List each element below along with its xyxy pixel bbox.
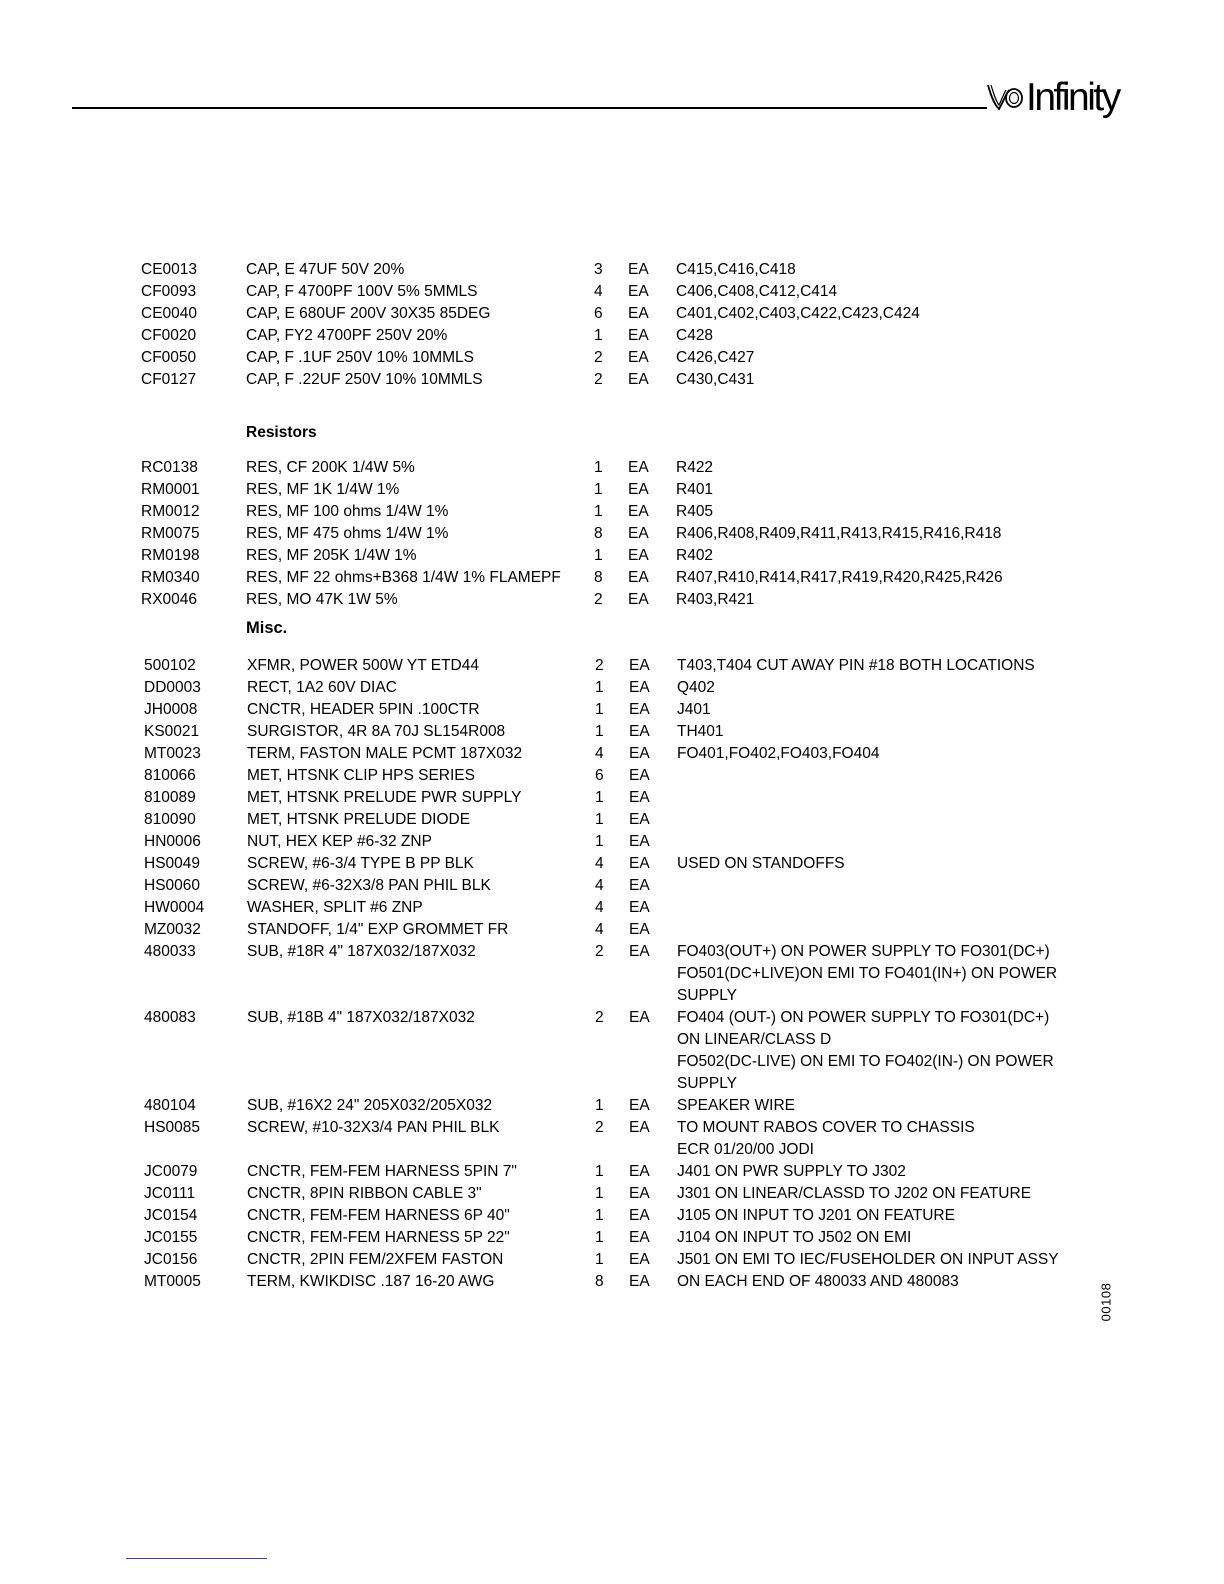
unit-of-measure: EA xyxy=(628,283,649,300)
part-description: MET, HTSNK CLIP HPS SERIES xyxy=(247,767,475,784)
part-number: CE0013 xyxy=(141,261,198,278)
table-row xyxy=(0,809,1224,831)
table-row xyxy=(0,897,1224,919)
misc-heading xyxy=(0,611,1224,655)
unit-of-measure: EA xyxy=(629,855,650,872)
part-number: HS0049 xyxy=(144,855,201,872)
part-description: SUB, #18B 4" 187X032/187X032 xyxy=(247,1009,475,1026)
quantity: 8 xyxy=(595,1273,604,1290)
unit-of-measure: EA xyxy=(629,789,650,806)
capacitors-section xyxy=(0,259,1224,391)
table-row xyxy=(0,1271,1224,1293)
unit-of-measure: EA xyxy=(629,1163,650,1180)
part-description: RES, MF 1K 1/4W 1% xyxy=(246,481,400,498)
reference-designators: TH401 xyxy=(677,723,724,740)
part-description: RES, MO 47K 1W 5% xyxy=(246,591,398,608)
part-number: RM0012 xyxy=(141,503,200,520)
quantity: 1 xyxy=(594,547,603,564)
unit-of-measure: EA xyxy=(629,701,650,718)
table-row xyxy=(0,369,1224,391)
part-description: RECT, 1A2 60V DIAC xyxy=(247,679,397,696)
part-description: RES, MF 205K 1/4W 1% xyxy=(246,547,417,564)
part-number: 810066 xyxy=(144,767,196,784)
unit-of-measure: EA xyxy=(628,261,649,278)
reference-designators: R406,R408,R409,R411,R413,R415,R416,R418 xyxy=(676,525,1002,542)
reference-designators: R403,R421 xyxy=(676,591,755,608)
unit-of-measure: EA xyxy=(629,811,650,828)
reference-designators: J501 ON EMI TO IEC/FUSEHOLDER ON INPUT ASSY xyxy=(677,1251,1059,1268)
table-row xyxy=(0,1051,1224,1073)
quantity: 2 xyxy=(594,349,603,366)
reference-designators: T403,T404 CUT AWAY PIN #18 BOTH LOCATIONS xyxy=(677,657,1035,674)
part-number: JC0079 xyxy=(144,1163,198,1180)
unit-of-measure: EA xyxy=(629,723,650,740)
quantity: 1 xyxy=(595,723,604,740)
unit-of-measure: EA xyxy=(628,459,649,476)
part-description: SCREW, #6-3/4 TYPE B PP BLK xyxy=(247,855,474,872)
reference-designators: J301 ON LINEAR/CLASSD TO J202 ON FEATURE xyxy=(677,1185,1032,1202)
quantity: 1 xyxy=(594,327,603,344)
unit-of-measure: EA xyxy=(628,547,649,564)
table-row xyxy=(0,985,1224,1007)
unit-of-measure: EA xyxy=(629,1229,650,1246)
part-description: CAP, F .1UF 250V 10% 10MMLS xyxy=(246,349,475,366)
table-row xyxy=(0,281,1224,303)
part-description: CAP, F .22UF 250V 10% 10MMLS xyxy=(246,371,483,388)
unit-of-measure: EA xyxy=(629,899,650,916)
resistors-section xyxy=(0,457,1224,611)
part-number: HS0085 xyxy=(144,1119,201,1136)
reference-designators: FO502(DC-LIVE) ON EMI TO FO402(IN-) ON POWER xyxy=(677,1053,1054,1070)
part-number: RM0198 xyxy=(141,547,200,564)
table-row xyxy=(0,1117,1224,1139)
part-description: CNCTR, 2PIN FEM/2XFEM FASTON xyxy=(247,1251,504,1268)
part-number: JH0008 xyxy=(144,701,198,718)
unit-of-measure: EA xyxy=(628,591,649,608)
part-number: RC0138 xyxy=(141,459,198,476)
part-number: RM0075 xyxy=(141,525,200,542)
document-number: 00108 xyxy=(1098,1282,1114,1322)
part-number: HS0060 xyxy=(144,877,201,894)
quantity: 2 xyxy=(595,657,604,674)
reference-designators: R422 xyxy=(676,459,714,476)
table-row xyxy=(0,919,1224,941)
quantity: 1 xyxy=(595,1207,604,1224)
table-row xyxy=(0,853,1224,875)
quantity: 1 xyxy=(594,481,603,498)
table-row xyxy=(0,677,1224,699)
table-row xyxy=(0,963,1224,985)
quantity: 2 xyxy=(594,371,603,388)
part-description: CAP, E 47UF 50V 20% xyxy=(246,261,405,278)
table-row xyxy=(0,1029,1224,1051)
section-title: Resistors xyxy=(246,424,317,441)
table-row xyxy=(0,1183,1224,1205)
part-description: CNCTR, FEM-FEM HARNESS 5P 22" xyxy=(247,1229,510,1246)
reference-designators: TO MOUNT RABOS COVER TO CHASSIS xyxy=(677,1119,975,1136)
quantity: 2 xyxy=(595,943,604,960)
part-description: TERM, FASTON MALE PCMT 187X032 xyxy=(247,745,523,762)
table-row xyxy=(0,1007,1224,1029)
part-description: RES, MF 22 ohms+B368 1/4W 1% FLAMEPF xyxy=(246,569,561,586)
table-row xyxy=(0,765,1224,787)
reference-designators: C428 xyxy=(676,327,714,344)
table-row xyxy=(0,501,1224,523)
reference-designators: J104 ON INPUT TO J502 ON EMI xyxy=(677,1229,912,1246)
quantity: 1 xyxy=(595,833,604,850)
reference-designators: FO401,FO402,FO403,FO404 xyxy=(677,745,880,762)
reference-designators: ON LINEAR/CLASS D xyxy=(677,1031,832,1048)
table-row xyxy=(0,1073,1224,1095)
quantity: 4 xyxy=(595,899,604,916)
resistors-heading xyxy=(0,413,1224,457)
table-row xyxy=(0,655,1224,677)
brand-logo xyxy=(985,72,1145,122)
reference-designators: FO501(DC+LIVE)ON EMI TO FO401(IN+) ON POWER xyxy=(677,965,1058,982)
unit-of-measure: EA xyxy=(628,481,649,498)
part-number: CF0020 xyxy=(141,327,197,344)
part-description: TERM, KWIKDISC .187 16-20 AWG xyxy=(247,1273,495,1290)
quantity: 6 xyxy=(594,305,603,322)
quantity: 8 xyxy=(594,525,603,542)
quantity: 1 xyxy=(595,1229,604,1246)
table-row xyxy=(0,303,1224,325)
part-description: SURGISTOR, 4R 8A 70J SL154R008 xyxy=(247,723,506,740)
reference-designators: FO403(OUT+) ON POWER SUPPLY TO FO301(DC+) xyxy=(677,943,1050,960)
part-description: XFMR, POWER 500W YT ETD44 xyxy=(247,657,479,674)
part-description: WASHER, SPLIT #6 ZNP xyxy=(247,899,423,916)
quantity: 4 xyxy=(595,745,604,762)
quantity: 1 xyxy=(595,1097,604,1114)
part-description: RES, MF 100 ohms 1/4W 1% xyxy=(246,503,449,520)
part-number: KS0021 xyxy=(144,723,200,740)
quantity: 1 xyxy=(595,1251,604,1268)
part-description: MET, HTSNK PRELUDE PWR SUPPLY xyxy=(247,789,522,806)
part-description: CAP, FY2 4700PF 250V 20% xyxy=(246,327,448,344)
quantity: 1 xyxy=(595,811,604,828)
quantity: 1 xyxy=(594,503,603,520)
reference-designators: R405 xyxy=(676,503,714,520)
part-description: RES, MF 475 ohms 1/4W 1% xyxy=(246,525,449,542)
quantity: 4 xyxy=(595,877,604,894)
reference-designators: SUPPLY xyxy=(677,987,738,1004)
reference-designators: C426,C427 xyxy=(676,349,755,366)
table-row xyxy=(0,831,1224,853)
part-number: 480033 xyxy=(144,943,196,960)
part-number: RM0340 xyxy=(141,569,200,586)
part-description: CAP, E 680UF 200V 30X35 85DEG xyxy=(246,305,491,322)
reference-designators: C430,C431 xyxy=(676,371,755,388)
part-description: CNCTR, FEM-FEM HARNESS 6P 40" xyxy=(247,1207,510,1224)
unit-of-measure: EA xyxy=(629,767,650,784)
table-row xyxy=(0,1205,1224,1227)
quantity: 1 xyxy=(594,459,603,476)
reference-designators: USED ON STANDOFFS xyxy=(677,855,845,872)
quantity: 1 xyxy=(595,1185,604,1202)
quantity: 2 xyxy=(594,591,603,608)
unit-of-measure: EA xyxy=(628,525,649,542)
unit-of-measure: EA xyxy=(628,569,649,586)
table-row xyxy=(0,699,1224,721)
unit-of-measure: EA xyxy=(629,1009,650,1026)
unit-of-measure: EA xyxy=(628,327,649,344)
reference-designators: J401 ON PWR SUPPLY TO J302 xyxy=(677,1163,906,1180)
part-number: MZ0032 xyxy=(144,921,201,938)
table-row xyxy=(0,787,1224,809)
part-number: RM0001 xyxy=(141,481,200,498)
reference-designators: FO404 (OUT-) ON POWER SUPPLY TO FO301(DC+) xyxy=(677,1009,1050,1026)
part-number: CF0093 xyxy=(141,283,197,300)
reference-designators: SUPPLY xyxy=(677,1075,738,1092)
unit-of-measure: EA xyxy=(629,745,650,762)
unit-of-measure: EA xyxy=(629,1207,650,1224)
quantity: 6 xyxy=(595,767,604,784)
footer-link-underline xyxy=(126,1558,267,1559)
part-description: CNCTR, FEM-FEM HARNESS 5PIN 7" xyxy=(247,1163,517,1180)
reference-designators: C415,C416,C418 xyxy=(676,261,796,278)
table-row xyxy=(0,875,1224,897)
misc-section xyxy=(0,655,1224,1293)
part-number: HW0004 xyxy=(144,899,205,916)
part-number: RX0046 xyxy=(141,591,198,608)
table-row xyxy=(0,1161,1224,1183)
unit-of-measure: EA xyxy=(629,1273,650,1290)
part-description: SUB, #16X2 24" 205X032/205X032 xyxy=(247,1097,493,1114)
unit-of-measure: EA xyxy=(628,305,649,322)
part-description: CAP, F 4700PF 100V 5% 5MMLS xyxy=(246,283,478,300)
table-row xyxy=(0,589,1224,611)
reference-designators: J401 xyxy=(677,701,711,718)
part-description: SUB, #18R 4" 187X032/187X032 xyxy=(247,943,476,960)
table-row xyxy=(0,567,1224,589)
part-number: 810089 xyxy=(144,789,196,806)
unit-of-measure: EA xyxy=(629,1097,650,1114)
part-description: SCREW, #10-32X3/4 PAN PHIL BLK xyxy=(247,1119,500,1136)
part-description: SCREW, #6-32X3/8 PAN PHIL BLK xyxy=(247,877,491,894)
unit-of-measure: EA xyxy=(628,503,649,520)
part-number: CF0050 xyxy=(141,349,197,366)
table-row xyxy=(0,1139,1224,1161)
quantity: 4 xyxy=(594,283,603,300)
part-description: RES, CF 200K 1/4W 5% xyxy=(246,459,415,476)
quantity: 1 xyxy=(595,679,604,696)
table-row xyxy=(0,1249,1224,1271)
part-number: 480083 xyxy=(144,1009,196,1026)
reference-designators: R407,R410,R414,R417,R419,R420,R425,R426 xyxy=(676,569,1003,586)
part-description: NUT, HEX KEP #6-32 ZNP xyxy=(247,833,432,850)
quantity: 1 xyxy=(595,789,604,806)
unit-of-measure: EA xyxy=(629,657,650,674)
table-row xyxy=(0,479,1224,501)
part-number: CE0040 xyxy=(141,305,198,322)
quantity: 2 xyxy=(595,1119,604,1136)
infinity-logo-icon xyxy=(985,82,1025,112)
part-description: CNCTR, 8PIN RIBBON CABLE 3" xyxy=(247,1185,482,1202)
unit-of-measure: EA xyxy=(628,349,649,366)
reference-designators: R401 xyxy=(676,481,714,498)
reference-designators: ON EACH END OF 480033 AND 480083 xyxy=(677,1273,959,1290)
table-row xyxy=(0,941,1224,963)
table-row xyxy=(0,523,1224,545)
reference-designators: C401,C402,C403,C422,C423,C424 xyxy=(676,305,920,322)
table-row xyxy=(0,1095,1224,1117)
table-row xyxy=(0,259,1224,281)
part-description: CNCTR, HEADER 5PIN .100CTR xyxy=(247,701,480,718)
part-number: HN0006 xyxy=(144,833,201,850)
reference-designators: R402 xyxy=(676,547,714,564)
part-number: JC0155 xyxy=(144,1229,198,1246)
part-number: CF0127 xyxy=(141,371,197,388)
quantity: 1 xyxy=(595,701,604,718)
table-row xyxy=(0,721,1224,743)
brand-name: Infinity xyxy=(1026,75,1119,119)
part-description: MET, HTSNK PRELUDE DIODE xyxy=(247,811,471,828)
part-number: 810090 xyxy=(144,811,196,828)
quantity: 2 xyxy=(595,1009,604,1026)
section-title: Misc. xyxy=(246,619,288,637)
part-description: STANDOFF, 1/4" EXP GROMMET FR xyxy=(247,921,509,938)
part-number: MT0023 xyxy=(144,745,201,762)
unit-of-measure: EA xyxy=(628,371,649,388)
part-number: JC0154 xyxy=(144,1207,198,1224)
table-row xyxy=(0,545,1224,567)
header-rule xyxy=(72,107,987,109)
quantity: 1 xyxy=(595,1163,604,1180)
bill-of-materials xyxy=(0,259,1224,1293)
unit-of-measure: EA xyxy=(629,679,650,696)
table-row xyxy=(0,347,1224,369)
part-number: DD0003 xyxy=(144,679,201,696)
quantity: 8 xyxy=(594,569,603,586)
part-number: 500102 xyxy=(144,657,196,674)
part-number: MT0005 xyxy=(144,1273,201,1290)
unit-of-measure: EA xyxy=(629,833,650,850)
table-row xyxy=(0,743,1224,765)
reference-designators: C406,C408,C412,C414 xyxy=(676,283,838,300)
table-row xyxy=(0,457,1224,479)
reference-designators: J105 ON INPUT TO J201 ON FEATURE xyxy=(677,1207,955,1224)
part-number: JC0156 xyxy=(144,1251,198,1268)
reference-designators: ECR 01/20/00 JODI xyxy=(677,1141,814,1158)
table-row xyxy=(0,1227,1224,1249)
quantity: 3 xyxy=(594,261,603,278)
unit-of-measure: EA xyxy=(629,1185,650,1202)
quantity: 4 xyxy=(595,921,604,938)
table-row xyxy=(0,325,1224,347)
reference-designators: Q402 xyxy=(677,679,715,696)
part-number: 480104 xyxy=(144,1097,196,1114)
unit-of-measure: EA xyxy=(629,1119,650,1136)
unit-of-measure: EA xyxy=(629,877,650,894)
unit-of-measure: EA xyxy=(629,921,650,938)
part-number: JC0111 xyxy=(144,1185,196,1202)
unit-of-measure: EA xyxy=(629,1251,650,1268)
reference-designators: SPEAKER WIRE xyxy=(677,1097,795,1114)
unit-of-measure: EA xyxy=(629,943,650,960)
quantity: 4 xyxy=(595,855,604,872)
